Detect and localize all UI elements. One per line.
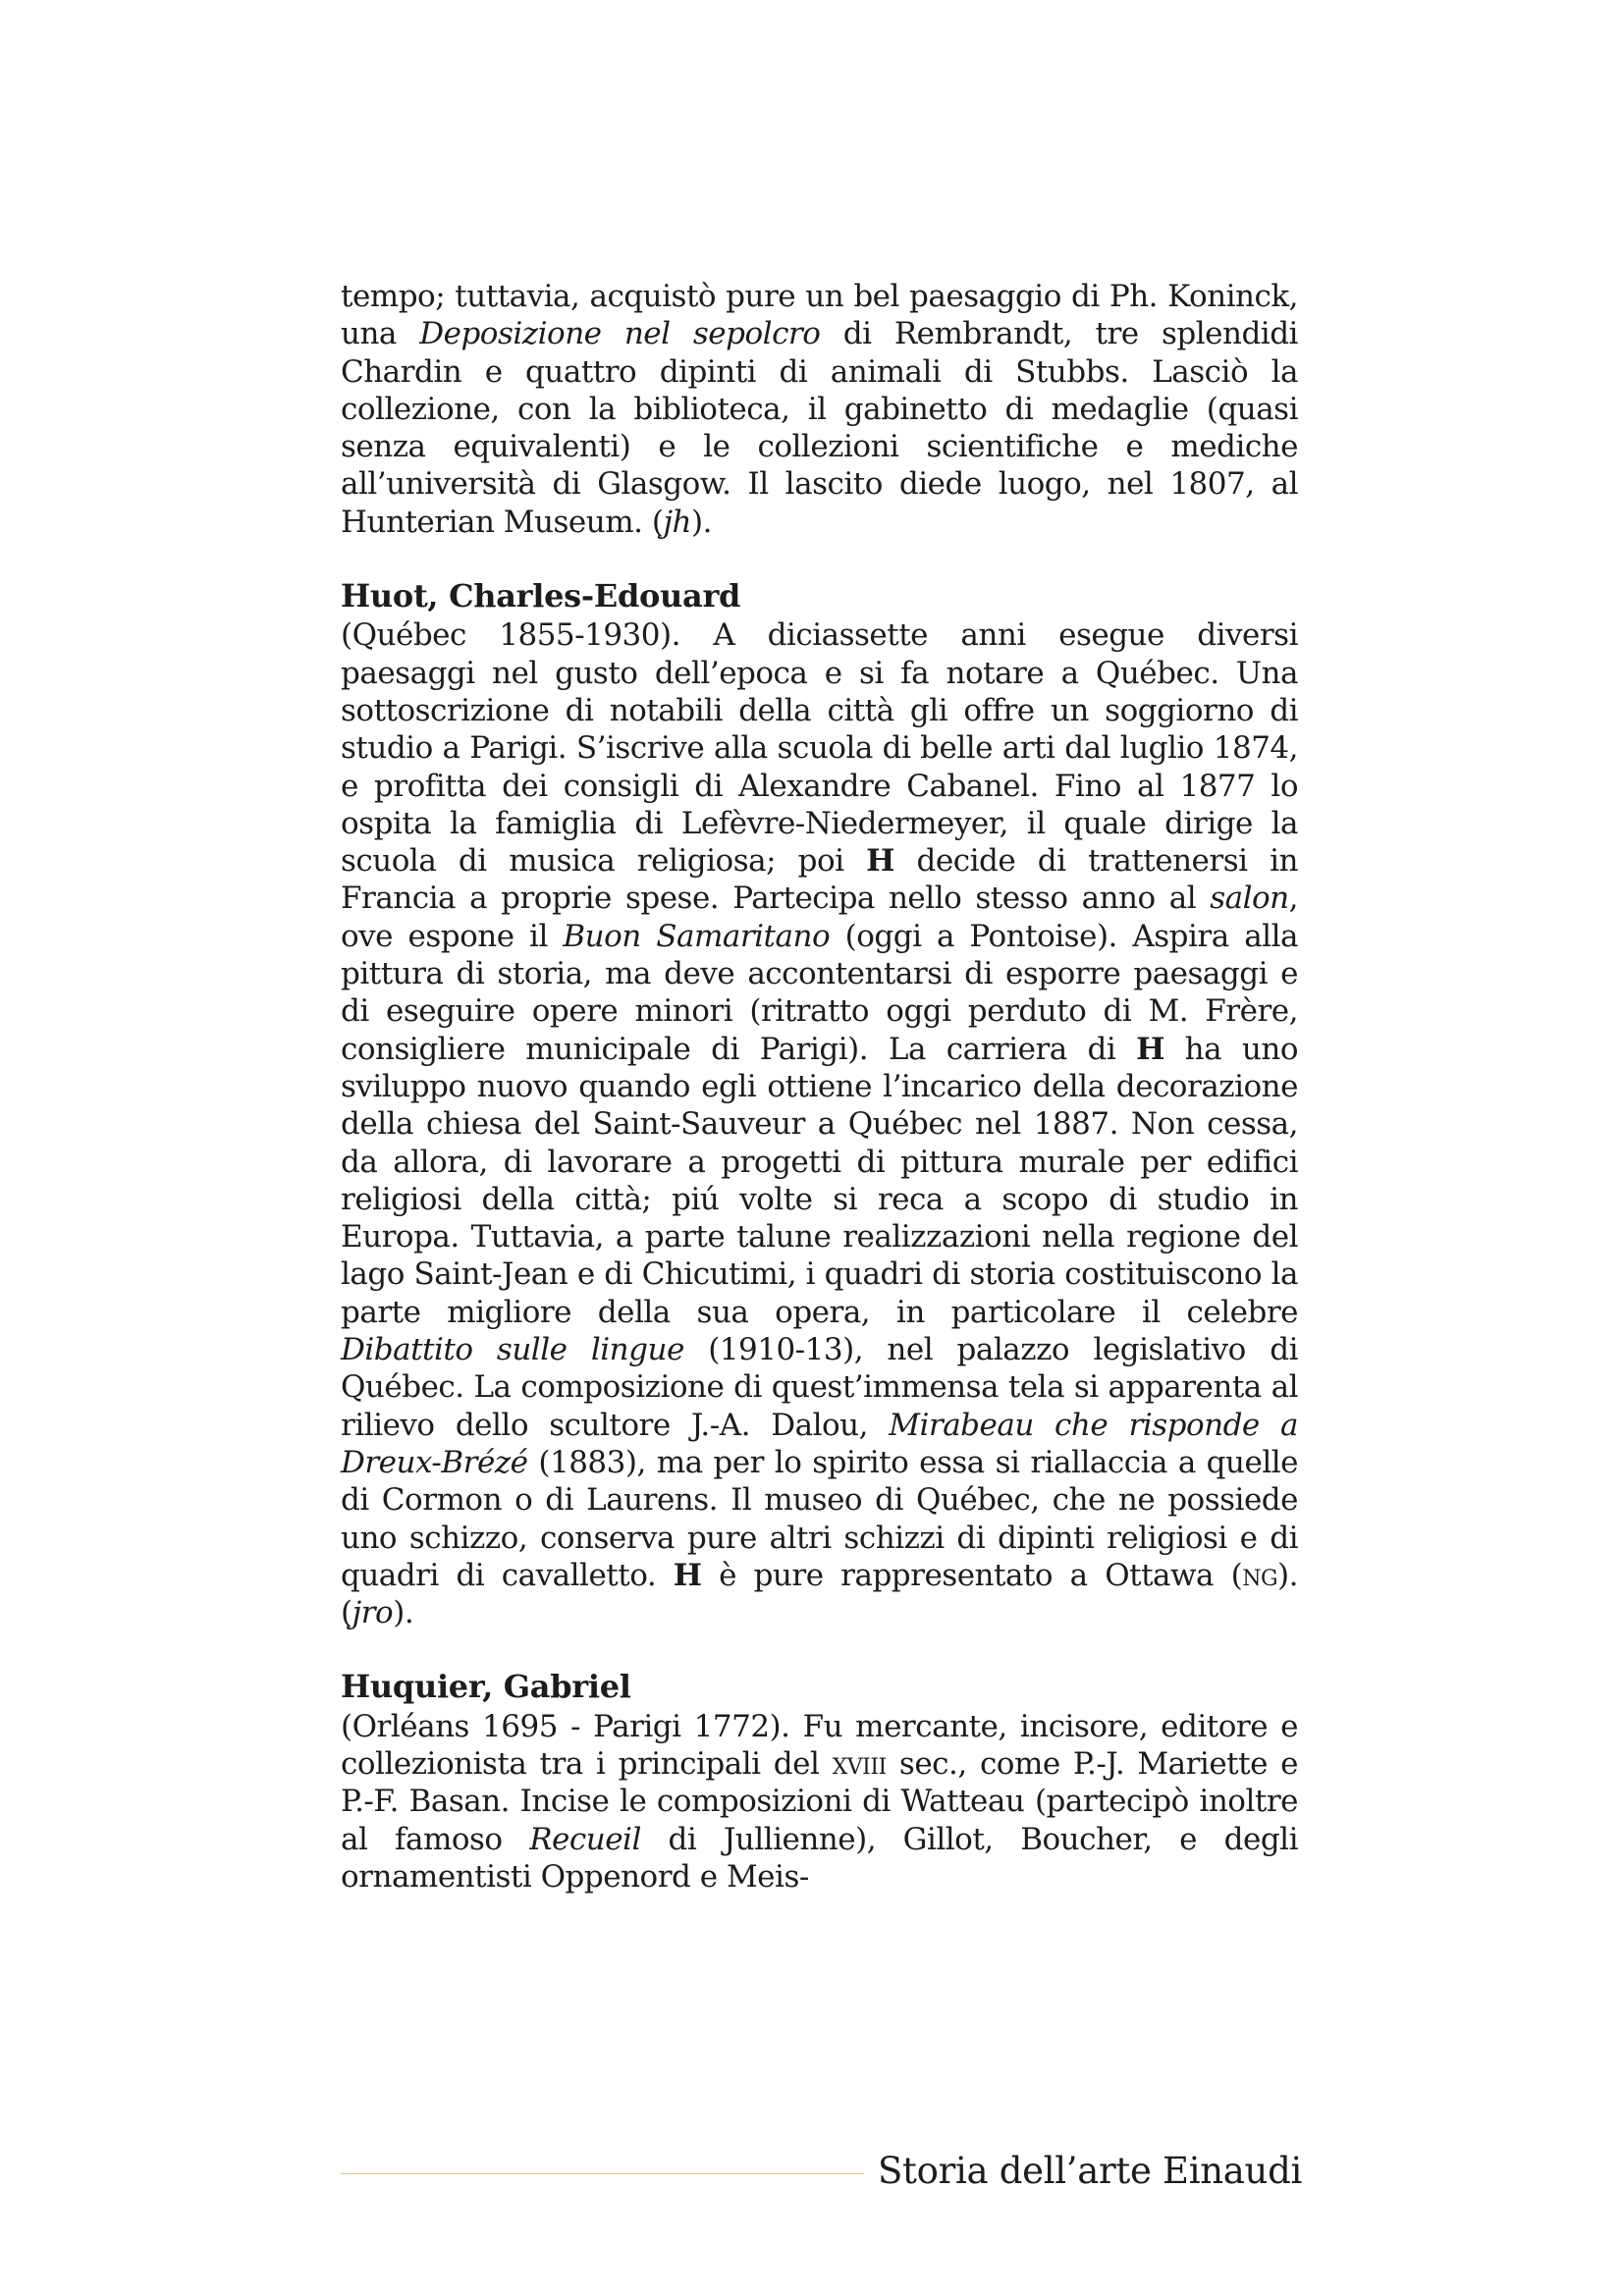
entry-heading-huquier: Huquier, Gabriel	[341, 1668, 631, 1706]
small-caps-century: xviii	[832, 1745, 887, 1782]
author-initials: jro	[352, 1595, 394, 1631]
text-run: , ove espone il	[341, 881, 1298, 954]
italic-title: Deposizione nel sepolcro	[419, 316, 821, 352]
text-run: (oggi a Pontoise). Aspira alla pittura di storia, ma deve accontentarsi di esporre paesaggi e di eseguire opere minori (ritratto oggi perduto di M. Frère, consigliere municipale di Parigi). La carriera di	[341, 918, 1298, 1067]
text-run: tempo; tuttavia, acquistò pure un bel paesaggio di Ph. Koninck, una	[341, 279, 1298, 352]
text-run: di Rembrandt, tre splendidi Chardin e quattro dipinti di animali di Stubbs. Lasciò la collezione, con la biblioteca, il gabinetto di medaglie (quasi senza equivalenti) e le collezioni scientifiche e mediche all’università di Glasgow. Il lascito diede luogo, nel 1807, al Hunterian Museum. (	[341, 316, 1298, 540]
text-run: ).	[691, 504, 712, 540]
text-run: di Jullienne), Gillot, Boucher, e degli ornamentisti Oppenord e Meis-	[341, 1821, 1298, 1895]
italic-title: Recueil	[529, 1821, 641, 1857]
text-run: (1910-13), nel palazzo legislativo di Québec. La composizione di quest’immensa tela si apparenta al rilievo dello scultore J.-A. Dalou,	[341, 1332, 1298, 1443]
text-run: ha uno sviluppo nuovo quando egli ottiene l’incarico della decorazione della chiesa del Saint-Sauveur a Québec nel 1887. Non cessa, da allora, di lavorare a progetti di pittura murale per edifici religiosi della città; piú volte si reca a scopo di studio in Europa. Tuttavia, a parte talune realizzazioni nella regione del lago Saint-Jean e di Chicutimi, i quadri di storia costituiscono la parte migliore della sua opera, in particolare il celebre	[341, 1031, 1298, 1330]
entry-body-huot	[341, 616, 1298, 1631]
text-run: è pure rappresentato a Ottawa (	[701, 1557, 1243, 1593]
page-body	[341, 278, 1298, 1896]
italic-title: Buon Samaritano	[563, 918, 831, 954]
author-initials: jh	[663, 504, 692, 540]
bold-initial: H	[1136, 1031, 1164, 1067]
italic-title: Dibattito sulle lingue	[341, 1332, 684, 1368]
footer-rule	[341, 2173, 864, 2174]
small-caps-abbrev: ng	[1242, 1557, 1278, 1593]
bold-initial: H	[866, 843, 894, 880]
text-run: ).	[393, 1595, 414, 1631]
text-run: sec., come P.-J. Mariette e P.-F. Basan. Incise le composizioni di Watteau (partecipò inoltre al famoso	[341, 1745, 1298, 1857]
text-run: ). (	[341, 1557, 1298, 1631]
text-run: (Orléans 1695 - Parigi 1772). Fu mercante, incisore, editore e collezionista tra i principali del	[341, 1708, 1298, 1782]
footer-title: Storia dell’arte Einaudi	[878, 2150, 1302, 2192]
text-run: (1883), ma per lo spirito essa si riallaccia a quelle di Cormon o di Laurens. Il museo di Québec, che ne possiede uno schizzo, conserva pure altri schizzi di dipinti religiosi e di quadri di cavalletto.	[341, 1444, 1298, 1593]
entry-body-huquier	[341, 1708, 1298, 1896]
italic-title: Mirabeau che risponde a Dreux-Brézé	[341, 1407, 1298, 1480]
text-run: decide di trattenersi in Francia a proprie spese. Partecipa nello stesso anno al	[341, 843, 1299, 917]
text-run: (Québec 1855-1930). A diciassette anni esegue diversi paesaggi nel gusto dell’epoca e si fa notare a Québec. Una sottoscrizione di notabili della città gli offre un soggiorno di studio a Parigi. S’iscrive alla scuola di belle arti dal luglio 1874, e profitta dei consigli di Alexandre Cabanel. Fino al 1877 lo ospita la famiglia di Lefèvre-Niedermeyer, il quale dirige la scuola di musica religiosa; poi	[341, 617, 1298, 880]
italic-term: salon	[1210, 881, 1289, 917]
intro-paragraph	[341, 278, 1298, 541]
entry-heading-huot: Huot, Charles-Edouard	[341, 577, 741, 615]
bold-initial: H	[673, 1557, 702, 1593]
